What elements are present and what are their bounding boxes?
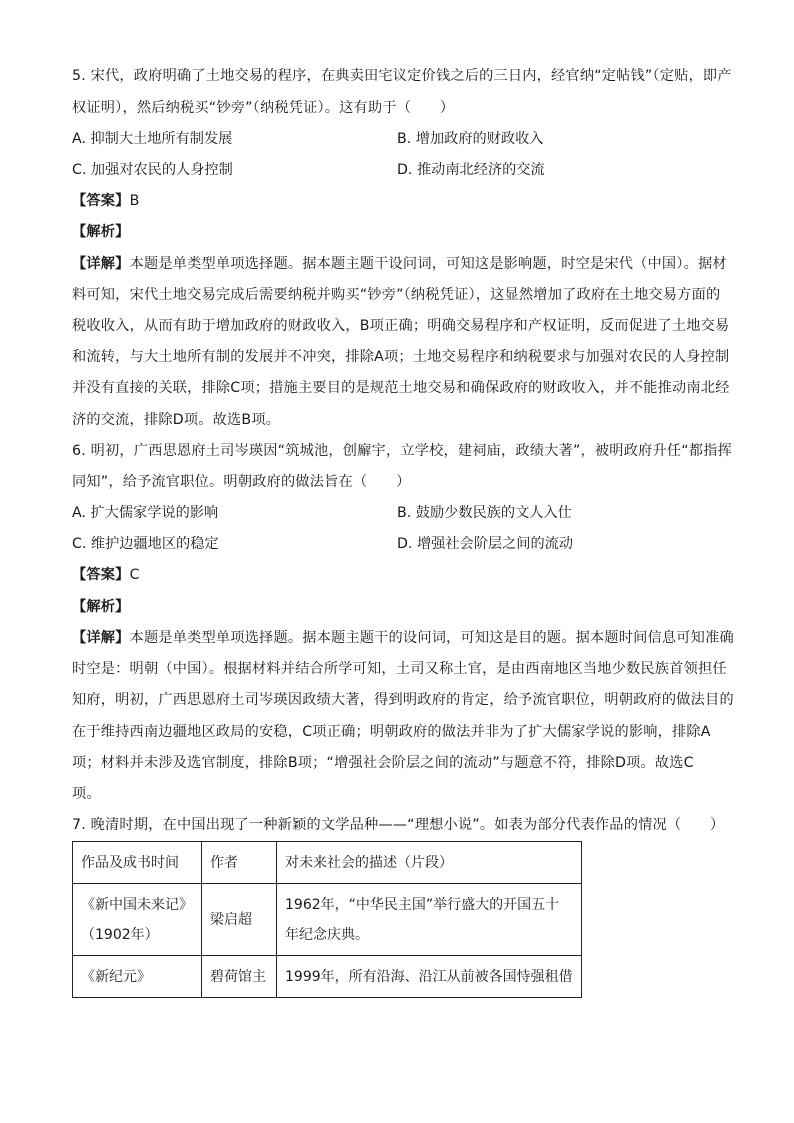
desc-line: 1962年，“中华民主国”举行盛大的开国五十	[285, 896, 560, 913]
q6-stem-line-2: 同知”，给予流官职位。明朝政府的做法旨在（ ）	[72, 474, 411, 490]
q6-detail-line-4: 在于维持西南边疆地区政局的安稳，C项正确；明朝政府的做法并非为了扩大儒家学说的影响，排除A	[72, 724, 711, 740]
detail-text: 本题是单类型单项选择题。据本题主题干的设问词，可知这是目的题。据本题时间信息可知准确	[129, 630, 734, 646]
q6-detail-line-6: 项。	[72, 786, 101, 802]
q5-detail-line-5: 并没有直接的关联，排除C项；措施主要目的是规范土地交易和确保政府的财政收入，并不能推动南北经	[72, 380, 730, 396]
answer-value: B	[129, 193, 140, 209]
q6-option-b: B. 鼓励少数民族的文人入仕	[397, 505, 572, 521]
analysis-tag: 【解析】	[72, 599, 130, 615]
q6-detail-line-3: 知府，明初，广西思恩府土司岑瑛因政绩大著，得到明政府的肯定，给予流官职位，明朝政府的做法目的	[72, 692, 734, 708]
table-header-row	[73, 842, 582, 884]
desc-line: 年纪念庆典。	[285, 926, 369, 943]
answer-tag: 【答案】	[72, 193, 130, 209]
answer-tag: 【答案】	[72, 567, 130, 583]
q7-stem: 7. 晚清时期，在中国出现了一种新颖的文学品种——“理想小说”。如表为部分代表作品的情况（ ）	[72, 817, 725, 833]
q6-answer	[72, 565, 724, 585]
q5-detail-line-3: 税收收入，从而有助于增加政府的财政收入，B项正确；明确交易程序和产权证明，反而促进了土地交易	[72, 318, 730, 334]
work-year: （1902年）	[81, 926, 159, 943]
q5-option-d: D. 推动南北经济的交流	[397, 162, 545, 178]
q5-stem-line-2: 权证明），然后纳税买“钞旁”（纳税凭证）。这有助于（ ）	[72, 100, 455, 116]
table-cell-work: 《新纪元》	[73, 956, 202, 998]
table-header-cell: 作品及成书时间	[73, 842, 202, 884]
table-cell-work	[73, 884, 202, 956]
q6-analysis-tag	[72, 597, 724, 617]
detail-tag: 【详解】	[72, 256, 130, 272]
q5-detail-line-2: 料可知，宋代土地交易完成后需要纳税并购买“钞旁”（纳税凭证），这显然增加了政府在土地交易方面的	[72, 287, 721, 303]
q6-stem-line-1: 6. 明初，广西思恩府土司岑瑛因“筑城池，创廨宇，立学校，建祠庙，政绩大著”，被明政府升任“都指挥	[72, 443, 732, 459]
q5-option-c: C. 加强对农民的人身控制	[72, 162, 233, 178]
table-cell-author: 碧荷馆主	[202, 956, 277, 998]
answer-value: C	[129, 567, 140, 583]
q6-option-a: A. 扩大儒家学说的影响	[72, 505, 219, 521]
table-cell-desc: 1999年，所有沿海、沿江从前被各国恃强租借	[277, 956, 582, 998]
work-title: 《新中国未来记》	[81, 896, 193, 913]
table-header-cell: 对未来社会的描述（片段）	[277, 842, 582, 884]
q6-detail-line-2: 时空是：明朝（中国）。根据材料并结合所学可知，土司又称土官，是由西南地区当地少数民族首领担任	[72, 661, 727, 677]
q6-detail-line-5: 项；材料并未涉及选官制度，排除B项；“增强社会阶层之间的流动”与题意不符，排除D项。故选C	[72, 755, 694, 771]
q6-detail-line-1	[72, 628, 734, 648]
table-header-cell: 作者	[202, 842, 277, 884]
q5-detail-line-6: 济的交流，排除D项。故选B项。	[72, 412, 281, 428]
table-cell-author: 梁启超	[202, 884, 277, 956]
works-table	[72, 841, 582, 998]
table-cell-desc	[277, 884, 582, 956]
q5-answer	[72, 191, 724, 211]
detail-tag: 【详解】	[72, 630, 130, 646]
table-row	[73, 956, 582, 998]
q5-detail-line-1	[72, 254, 727, 274]
q5-detail-line-4: 和流转，与大土地所有制的发展并不冲突，排除A项；土地交易程序和纳税要求与加强对农民的人身控制	[72, 349, 730, 365]
q5-analysis-tag	[72, 222, 724, 242]
detail-text: 本题是单类型单项选择题。据本题主题干设问词，可知这是影响题，时空是宋代（中国）。据材	[129, 256, 727, 272]
q6-option-d: D. 增强社会阶层之间的流动	[397, 536, 574, 552]
q5-option-b: B. 增加政府的财政收入	[397, 131, 544, 147]
q6-option-c: C. 维护边疆地区的稳定	[72, 536, 219, 552]
q5-stem-line-1: 5. 宋代，政府明确了土地交易的程序，在典卖田宅议定价钱之后的三日内，经官纳“定帖钱”（定贴，即产	[72, 68, 732, 84]
q5-option-a: A. 抑制大土地所有制发展	[72, 131, 233, 147]
table-row	[73, 884, 582, 956]
analysis-tag: 【解析】	[72, 224, 130, 240]
